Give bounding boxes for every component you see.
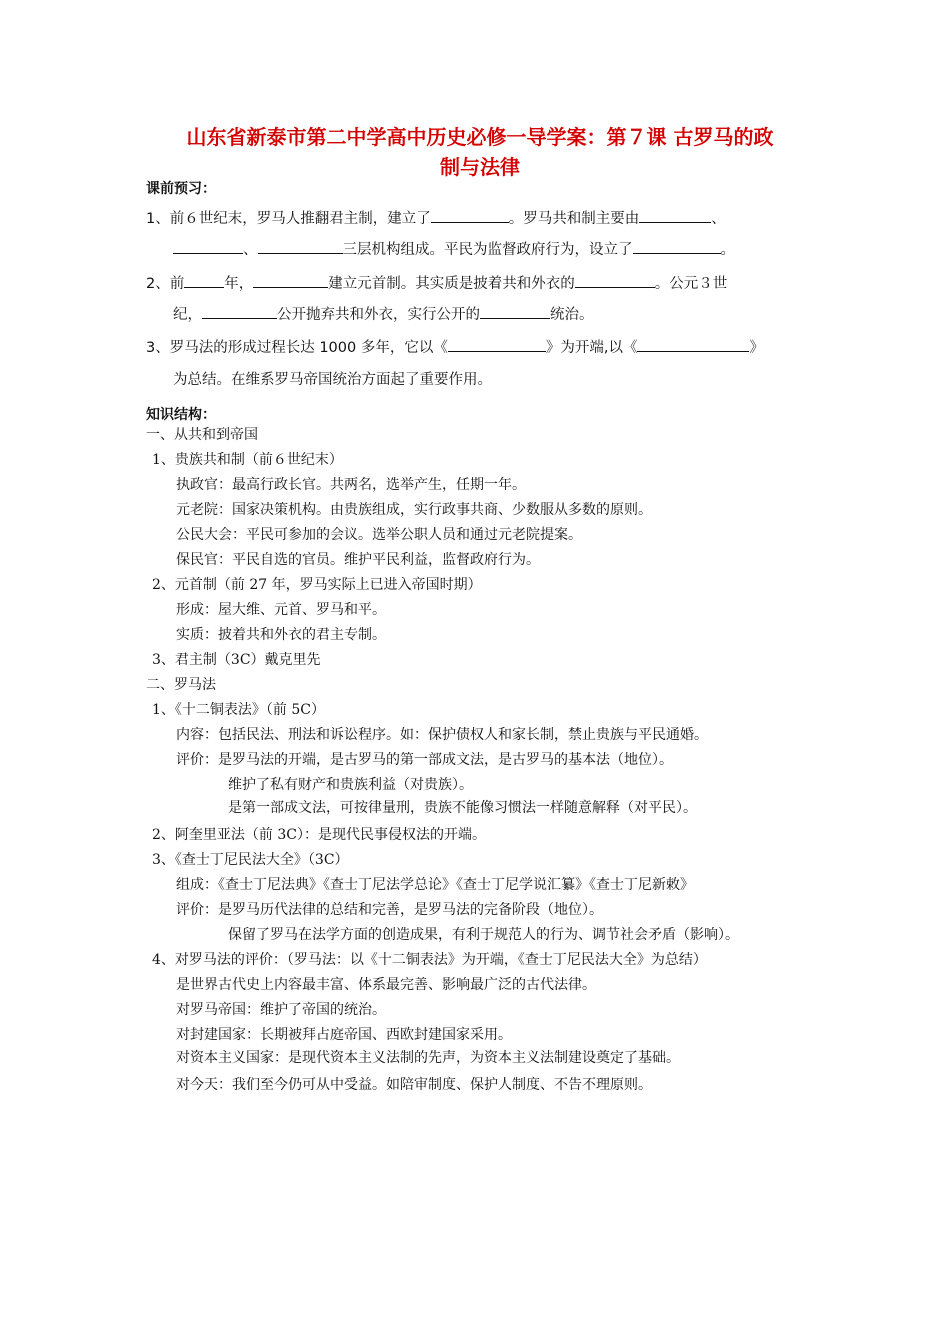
structure-line: 2、阿奎里亚法（前 3C）：是现代民事侵权法的开端。 xyxy=(152,827,486,843)
blank-field xyxy=(431,208,509,223)
structure-line: 二、罗马法 xyxy=(146,677,216,693)
structure-line: 实质：披着共和外衣的君主专制。 xyxy=(176,627,386,643)
blank-field xyxy=(173,239,243,254)
structure-line: 执政官：最高行政长官。共两名，选举产生，任期一年。 xyxy=(176,477,526,493)
question-2-line-2: 纪， 公开抛弃共和外衣，实行公开的 统治。 xyxy=(173,303,594,324)
structure-line: 1、《十二铜表法》（前 5C） xyxy=(152,702,325,718)
question-1-line-1: 1、前６世纪末，罗马人推翻君主制，建立了 。罗马共和制主要由 、 xyxy=(146,207,726,228)
blank-field xyxy=(184,273,224,288)
structure-line: 是第一部成文法，可按律量刑，贵族不能像习惯法一样随意解释（对平民）。 xyxy=(228,800,697,816)
blank-field xyxy=(639,208,711,223)
title-line-1: 山东省新泰市第二中学高中历史必修一导学案：第７课 古罗马的政 xyxy=(186,125,774,149)
blank-field xyxy=(448,337,546,352)
structure-line: 元老院：国家决策机构。由贵族组成，实行政事共商、少数服从多数的原则。 xyxy=(176,502,652,518)
structure-line: 维护了私有财产和贵族利益（对贵族）。 xyxy=(228,777,473,793)
blank-field xyxy=(637,337,749,352)
structure-line: 保民官：平民自选的官员。维护平民利益，监督政府行为。 xyxy=(176,552,540,568)
structure-line: 2、元首制（前 27 年，罗马实际上已进入帝国时期） xyxy=(152,577,482,593)
structure-line: 公民大会：平民可参加的会议。选举公职人员和通过元老院提案。 xyxy=(176,527,582,543)
blank-field xyxy=(633,239,721,254)
structure-line: 3、《查士丁尼民法大全》（3C） xyxy=(152,852,349,868)
blank-field xyxy=(253,273,328,288)
structure-line: 评价：是罗马法的开端，是古罗马的第一部成文法，是古罗马的基本法（地位）。 xyxy=(176,752,673,768)
blank-field xyxy=(258,239,343,254)
structure-line: 是世界古代史上内容最丰富、体系最完善、影响最广泛的古代法律。 xyxy=(176,977,596,993)
structure-heading: 知识结构： xyxy=(146,407,216,423)
blank-field xyxy=(575,273,655,288)
structure-line: 4、对罗马法的评价：（罗马法：以《十二铜表法》为开端，《查士丁尼民法大全》为总结） xyxy=(152,952,707,968)
structure-line: 对罗马帝国：维护了帝国的统治。 xyxy=(176,1002,386,1018)
question-3-line-2: 为总结。在维系罗马帝国统治方面起了重要作用。 xyxy=(173,372,492,388)
question-1-line-2: 、 三层机构组成。平民为监督政府行为，设立了 。 xyxy=(173,238,735,259)
blank-field xyxy=(480,304,550,319)
structure-line: 组成：《查士丁尼法典》《查士丁尼法学总论》《查士丁尼学说汇纂》《查士丁尼新敕》 xyxy=(176,877,694,893)
question-3-line-1: 3、罗马法的形成过程长达 1000 多年，它以《 》为开端,以《 》 xyxy=(146,336,764,357)
structure-line: 1、贵族共和制（前６世纪末） xyxy=(152,452,343,468)
structure-line: 保留了罗马在法学方面的创造成果，有利于规范人的行为、调节社会矛盾（影响）。 xyxy=(228,927,739,943)
document-title xyxy=(140,122,820,182)
preview-heading: 课前预习： xyxy=(146,181,216,197)
structure-line: 对今天：我们至今仍可从中受益。如陪审制度、保护人制度、不告不理原则。 xyxy=(176,1077,652,1093)
structure-line: 一、从共和到帝国 xyxy=(146,427,258,443)
structure-line: 对封建国家：长期被拜占庭帝国、西欧封建国家采用。 xyxy=(176,1027,512,1043)
title-line-2: 制与法律 xyxy=(440,155,520,179)
blank-field xyxy=(202,304,277,319)
question-2-line-1: 2、前 年， 建立元首制。其实质是披着共和外衣的 。公元３世 xyxy=(146,272,727,293)
structure-line: 评价：是罗马历代法律的总结和完善，是罗马法的完备阶段（地位）。 xyxy=(176,902,603,918)
structure-line: 3、君主制（3C）戴克里先 xyxy=(152,652,321,668)
structure-line: 形成：屋大维、元首、罗马和平。 xyxy=(176,602,386,618)
structure-line: 对资本主义国家：是现代资本主义法制的先声，为资本主义法制建设奠定了基础。 xyxy=(176,1050,680,1066)
structure-line: 内容：包括民法、刑法和诉讼程序。如：保护债权人和家长制，禁止贵族与平民通婚。 xyxy=(176,727,708,743)
